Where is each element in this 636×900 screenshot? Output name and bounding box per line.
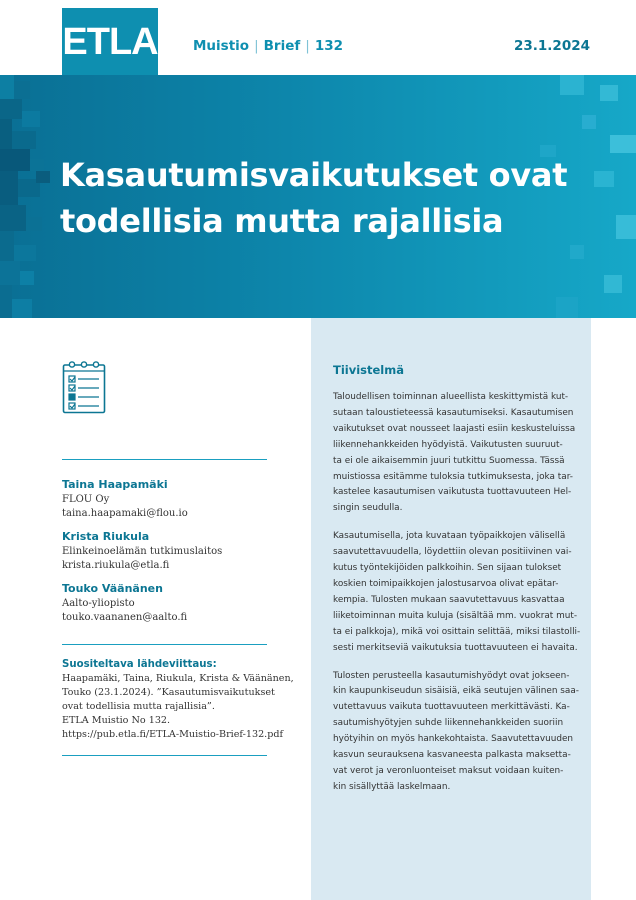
summary-line: saavutettavuudella, löydettiin olevan positiivinen vai-	[333, 547, 572, 558]
author-email[interactable]: taina.haapamaki@flou.io	[62, 508, 188, 519]
author-organization: Elinkeinoelämän tutkimuslaitos	[62, 546, 223, 557]
document-checklist-icon	[62, 360, 106, 414]
divider	[62, 644, 267, 645]
publication-date: 23.1.2024	[513, 38, 590, 54]
summary-line: liikennehankkeiden hyödyistä. Vaikutusten suuruut-	[333, 439, 563, 450]
summary-line: vat verot ja veronluonteiset maksut voidaan kuiten-	[333, 765, 564, 776]
summary-paragraph	[333, 669, 579, 796]
summary-line: kin kaupunkiseudun sisäisiä, eikä seutujen välinen saa-	[333, 686, 579, 697]
summary-line: sesti merkitseviä vaikutuksia tuottavuuteen ei havaita.	[333, 642, 578, 653]
summary-line: hyötyihin on myös hankekohtaista. Saavutettavuuden	[333, 734, 574, 745]
header-bar	[0, 0, 636, 75]
summary-line: ta ei palkkoja), mikä voi osittain selittää, miksi tilastolli-	[333, 626, 581, 637]
summary-line: Taloudellisen toiminnan alueellista keskittymistä kut-	[333, 392, 569, 402]
citation	[62, 658, 294, 742]
author-name: Touko Väänänen	[62, 582, 163, 595]
citation-line: ovat todellisia mutta rajallisia”.	[62, 701, 215, 712]
author-list	[62, 477, 267, 633]
series-name-en: Brief	[263, 38, 301, 54]
summary-line: kasvun seurauksena kasvaneesta palkasta maksetta-	[333, 750, 571, 761]
author-organization: FLOU Oy	[62, 494, 110, 505]
author-organization: Aalto-yliopisto	[62, 598, 135, 609]
divider	[62, 755, 267, 756]
author-name: Krista Riukula	[62, 530, 150, 543]
summary-line: singin seudulla.	[333, 503, 403, 514]
title-line: todellisia mutta rajallisia	[60, 202, 504, 240]
series-label	[193, 38, 343, 54]
summary-paragraph	[333, 529, 581, 656]
title-line: Kasautumisvaikutukset ovat	[60, 156, 568, 194]
summary-line: kin sisällyttää laskelmaan.	[333, 781, 451, 792]
summary-line: koskien toimipaikkojen jalostusarvoa olivat epätar-	[333, 578, 559, 589]
summary-line: vaikutukset ovat nousseet laajasti esiin keskusteluissa	[333, 423, 576, 434]
separator: |	[305, 38, 310, 54]
summary-line: liiketoiminnan muita kuluja (sisältää mm. vuokrat mut-	[333, 610, 578, 621]
summary-line: kastelee kasautumisen vaikutusta tuottavuuteen Hel-	[333, 487, 572, 498]
citation-line: Touko (23.1.2024). ”Kasautumisvaikutukset	[62, 687, 275, 698]
summary-line: Kasautumisella, jota kuvataan työpaikkojen välisellä	[333, 531, 566, 542]
citation-url[interactable]: https://pub.etla.fi/ETLA-Muistio-Brief-132.pdf	[62, 729, 284, 740]
summary-line: ta ei ole aikaisemmin juuri tutkittu Suomessa. Tässä	[333, 455, 565, 466]
summary-panel	[311, 318, 591, 900]
divider	[62, 459, 267, 460]
summary-line: sutaan taloustieteessä kasautumiseksi. Kasautumisen	[333, 407, 574, 418]
summary-paragraph	[333, 390, 576, 517]
series-number: 132	[314, 38, 343, 54]
author	[62, 529, 267, 573]
author-email[interactable]: krista.riukula@etla.fi	[62, 560, 170, 571]
summary-line: sautumishyötyjen suhde liikennehankkeiden suoriin	[333, 718, 564, 729]
summary-line: Tulosten perusteella kasautumishyödyt ovat jokseen-	[333, 670, 570, 681]
separator: |	[254, 38, 259, 54]
etla-logo: ETLA	[62, 8, 158, 76]
series-name: Muistio	[193, 38, 250, 54]
author-name: Taina Haapamäki	[62, 478, 168, 491]
citation-label: Suositeltava lähdeviittaus:	[62, 659, 217, 670]
page-title	[60, 152, 600, 244]
author-email[interactable]: touko.vaananen@aalto.fi	[62, 612, 188, 623]
summary-heading: Tiivistelmä	[333, 363, 404, 377]
citation-line: ETLA Muistio No 132.	[62, 715, 171, 726]
citation-line: Haapamäki, Taina, Riukula, Krista & Väänänen,	[62, 673, 294, 684]
summary-line: kempia. Tulosten mukaan saavutettavuus kasvattaa	[333, 594, 565, 605]
summary-line: vutettavuus vaikuta tuottavuuteen merkittävästi. Ka-	[333, 702, 570, 713]
summary-line: muistiossa esitämme tuloksia tutkimuksesta, joka tar-	[333, 471, 573, 482]
author	[62, 581, 267, 625]
summary-line: kutus työntekijöiden palkkoihin. Sen sijaan tulokset	[333, 563, 562, 574]
author	[62, 477, 267, 521]
